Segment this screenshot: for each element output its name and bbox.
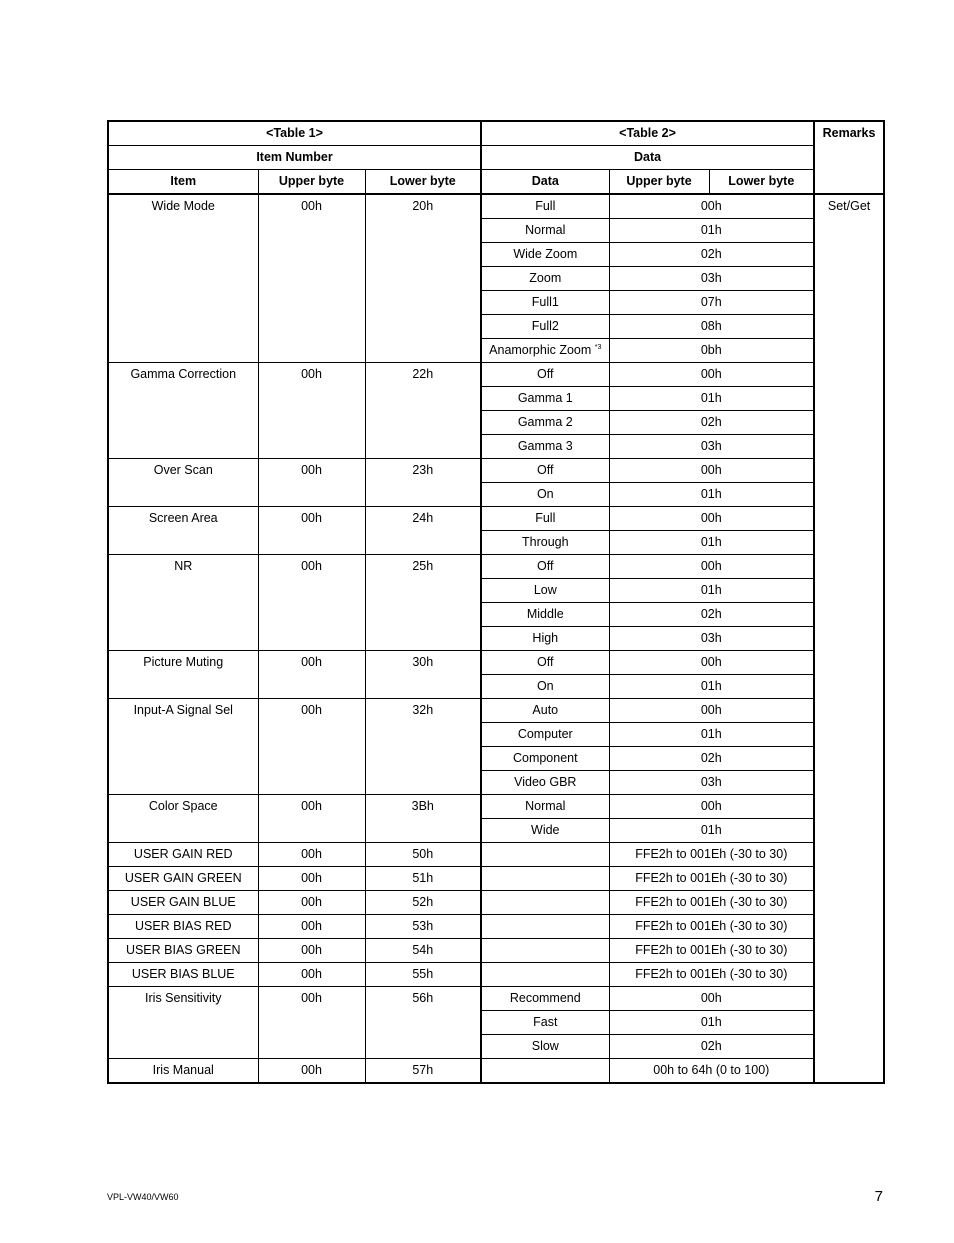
cell-item: Over Scan: [108, 459, 258, 507]
cell-value: 0bh: [609, 339, 814, 363]
cell-upper: 00h: [258, 363, 365, 459]
cell-item: USER GAIN BLUE: [108, 891, 258, 915]
cell-data: [481, 915, 609, 939]
table-row: [108, 363, 884, 387]
data-column-header: Data: [481, 170, 609, 195]
footer-model: VPL-VW40/VW60: [107, 1192, 179, 1202]
data-upper-byte-column-header: Upper byte: [609, 170, 709, 195]
cell-value: 08h: [609, 315, 814, 339]
cell-value: 00h: [609, 555, 814, 579]
cell-data-text: Fast: [533, 1015, 558, 1029]
cell-data: [481, 987, 609, 1011]
cell-data-text: Wide: [531, 823, 560, 837]
cell-data: [481, 1035, 609, 1059]
cell-value: FFE2h to 001Eh (-30 to 30): [609, 939, 814, 963]
cell-upper: 00h: [258, 987, 365, 1059]
cell-upper: 00h: [258, 459, 365, 507]
remarks-cell: Set/Get: [814, 194, 884, 1083]
cell-upper: 00h: [258, 867, 365, 891]
table-row: [108, 459, 884, 483]
table-row: [108, 867, 884, 891]
cell-data: [481, 483, 609, 507]
table-row: [108, 939, 884, 963]
table-row: [108, 891, 884, 915]
cell-value: 01h: [609, 531, 814, 555]
cell-lower: 24h: [365, 507, 481, 555]
cell-item: Gamma Correction: [108, 363, 258, 459]
table-row: [108, 843, 884, 867]
cell-value: 00h: [609, 459, 814, 483]
cell-data: [481, 339, 609, 363]
cell-lower: 53h: [365, 915, 481, 939]
cell-data-text: Through: [522, 535, 569, 549]
table-row: [108, 963, 884, 987]
cell-value: 07h: [609, 291, 814, 315]
cell-lower: 30h: [365, 651, 481, 699]
cell-data: [481, 675, 609, 699]
cell-data: [481, 555, 609, 579]
cell-value: 00h: [609, 699, 814, 723]
cell-upper: 00h: [258, 507, 365, 555]
cell-upper: 00h: [258, 194, 365, 363]
table-row: [108, 1059, 884, 1084]
cell-value: 00h: [609, 795, 814, 819]
cell-item: Iris Sensitivity: [108, 987, 258, 1059]
table-row: [108, 915, 884, 939]
cell-upper: 00h: [258, 891, 365, 915]
cell-upper: 00h: [258, 843, 365, 867]
cell-value: 00h to 64h (0 to 100): [609, 1059, 814, 1084]
cell-data: [481, 315, 609, 339]
cell-item: NR: [108, 555, 258, 651]
cell-data: [481, 699, 609, 723]
cell-data: [481, 963, 609, 987]
cell-value: 01h: [609, 579, 814, 603]
cell-data-text: Off: [537, 367, 554, 381]
cell-item: USER BIAS RED: [108, 915, 258, 939]
cell-data-text: Low: [533, 583, 557, 597]
cell-lower: 51h: [365, 867, 481, 891]
cell-data: [481, 1059, 609, 1084]
cell-data: [481, 843, 609, 867]
cell-lower: 54h: [365, 939, 481, 963]
cell-upper: 00h: [258, 795, 365, 843]
item-column-header: Item: [108, 170, 258, 195]
cell-data-text: Recommend: [509, 991, 581, 1005]
cell-item: USER BIAS BLUE: [108, 963, 258, 987]
cell-data-text: Anamorphic Zoom: [489, 343, 592, 357]
cell-item: USER GAIN RED: [108, 843, 258, 867]
cell-value: 01h: [609, 819, 814, 843]
cell-data-text: Gamma 2: [517, 415, 573, 429]
cell-data-text: Full1: [531, 295, 559, 309]
cell-item: Input-A Signal Sel: [108, 699, 258, 795]
cell-item: USER GAIN GREEN: [108, 867, 258, 891]
cell-data: [481, 747, 609, 771]
cell-value: FFE2h to 001Eh (-30 to 30): [609, 891, 814, 915]
cell-data-text: Video GBR: [514, 775, 577, 789]
cell-lower: 55h: [365, 963, 481, 987]
lower-byte-column-header: Lower byte: [365, 170, 481, 195]
cell-data: [481, 603, 609, 627]
table-row: [108, 987, 884, 1011]
cell-lower: 23h: [365, 459, 481, 507]
cell-data-text: Gamma 1: [517, 391, 573, 405]
cell-upper: 00h: [258, 1059, 365, 1084]
cell-lower: 52h: [365, 891, 481, 915]
cell-lower: 22h: [365, 363, 481, 459]
cell-upper: 00h: [258, 963, 365, 987]
cell-data-text: On: [536, 487, 554, 501]
footnote-marker: *3: [594, 343, 602, 351]
cell-data-text: Auto: [532, 703, 559, 717]
cell-value: 00h: [609, 651, 814, 675]
cell-value: 03h: [609, 627, 814, 651]
cell-value: 01h: [609, 219, 814, 243]
command-table: [107, 120, 885, 1084]
cell-value: 02h: [609, 243, 814, 267]
cell-data: [481, 219, 609, 243]
cell-data-text: Gamma 3: [517, 439, 573, 453]
table-row: [108, 555, 884, 579]
cell-data-text: Normal: [525, 799, 566, 813]
cell-value: 01h: [609, 483, 814, 507]
cell-data: [481, 531, 609, 555]
data-header: Data: [481, 146, 814, 170]
cell-data: [481, 891, 609, 915]
cell-value: 02h: [609, 747, 814, 771]
cell-lower: 20h: [365, 194, 481, 363]
cell-value: 01h: [609, 387, 814, 411]
cell-data-text: Component: [512, 751, 578, 765]
cell-value: 03h: [609, 771, 814, 795]
cell-item: Iris Manual: [108, 1059, 258, 1084]
cell-data-text: Zoom: [529, 271, 562, 285]
cell-data: [481, 771, 609, 795]
remarks-header: Remarks: [814, 121, 884, 194]
cell-data: [481, 411, 609, 435]
data-lower-byte-column-header: Lower byte: [709, 170, 814, 195]
cell-upper: 00h: [258, 555, 365, 651]
table-body: [108, 194, 884, 1083]
cell-lower: 32h: [365, 699, 481, 795]
cell-data: [481, 291, 609, 315]
cell-data: [481, 267, 609, 291]
cell-value: 03h: [609, 435, 814, 459]
cell-data-text: Normal: [525, 223, 566, 237]
table-row: [108, 194, 884, 219]
cell-data: [481, 651, 609, 675]
item-number-header: Item Number: [108, 146, 481, 170]
cell-value: FFE2h to 001Eh (-30 to 30): [609, 915, 814, 939]
cell-data: [481, 795, 609, 819]
cell-value: FFE2h to 001Eh (-30 to 30): [609, 963, 814, 987]
cell-data: [481, 194, 609, 219]
cell-data-text: Off: [537, 655, 554, 669]
cell-value: FFE2h to 001Eh (-30 to 30): [609, 867, 814, 891]
cell-value: 00h: [609, 987, 814, 1011]
page-number: 7: [874, 1188, 883, 1205]
cell-data: [481, 723, 609, 747]
cell-item: Picture Muting: [108, 651, 258, 699]
cell-data-text: Computer: [517, 727, 573, 741]
cell-data-text: On: [536, 679, 554, 693]
cell-data: [481, 435, 609, 459]
cell-item: Color Space: [108, 795, 258, 843]
cell-data-text: Full: [535, 511, 556, 525]
cell-value: 02h: [609, 1035, 814, 1059]
cell-item: Wide Mode: [108, 194, 258, 363]
cell-upper: 00h: [258, 915, 365, 939]
cell-lower: 56h: [365, 987, 481, 1059]
table-row: [108, 795, 884, 819]
cell-data-text: Off: [537, 559, 554, 573]
cell-value: FFE2h to 001Eh (-30 to 30): [609, 843, 814, 867]
cell-data-text: Off: [537, 463, 554, 477]
cell-data-text: Wide Zoom: [513, 247, 578, 261]
cell-data-text: Full: [535, 199, 556, 213]
cell-data: [481, 939, 609, 963]
cell-data: [481, 627, 609, 651]
cell-upper: 00h: [258, 939, 365, 963]
cell-data-text: Full2: [531, 319, 559, 333]
cell-data: [481, 243, 609, 267]
cell-upper: 00h: [258, 699, 365, 795]
cell-value: 00h: [609, 363, 814, 387]
cell-value: 01h: [609, 723, 814, 747]
cell-lower: 57h: [365, 1059, 481, 1084]
cell-data: [481, 363, 609, 387]
cell-data: [481, 507, 609, 531]
cell-value: 02h: [609, 411, 814, 435]
cell-lower: 3Bh: [365, 795, 481, 843]
cell-lower: 25h: [365, 555, 481, 651]
cell-data: [481, 579, 609, 603]
cell-upper: 00h: [258, 651, 365, 699]
cell-value: 03h: [609, 267, 814, 291]
table1-header: <Table 1>: [108, 121, 481, 146]
cell-value: 00h: [609, 194, 814, 219]
table-row: [108, 651, 884, 675]
cell-data: [481, 459, 609, 483]
cell-value: 01h: [609, 1011, 814, 1035]
cell-data: [481, 819, 609, 843]
cell-data: [481, 1011, 609, 1035]
cell-value: 01h: [609, 675, 814, 699]
cell-item: USER BIAS GREEN: [108, 939, 258, 963]
table2-header: <Table 2>: [481, 121, 814, 146]
cell-item: Screen Area: [108, 507, 258, 555]
table-row: [108, 699, 884, 723]
cell-value: 00h: [609, 507, 814, 531]
upper-byte-column-header: Upper byte: [258, 170, 365, 195]
cell-data: [481, 387, 609, 411]
cell-data-text: Middle: [526, 607, 564, 621]
cell-data: [481, 867, 609, 891]
cell-value: 02h: [609, 603, 814, 627]
table-row: [108, 507, 884, 531]
cell-data-text: High: [532, 631, 559, 645]
cell-lower: 50h: [365, 843, 481, 867]
cell-data-text: Slow: [531, 1039, 559, 1053]
